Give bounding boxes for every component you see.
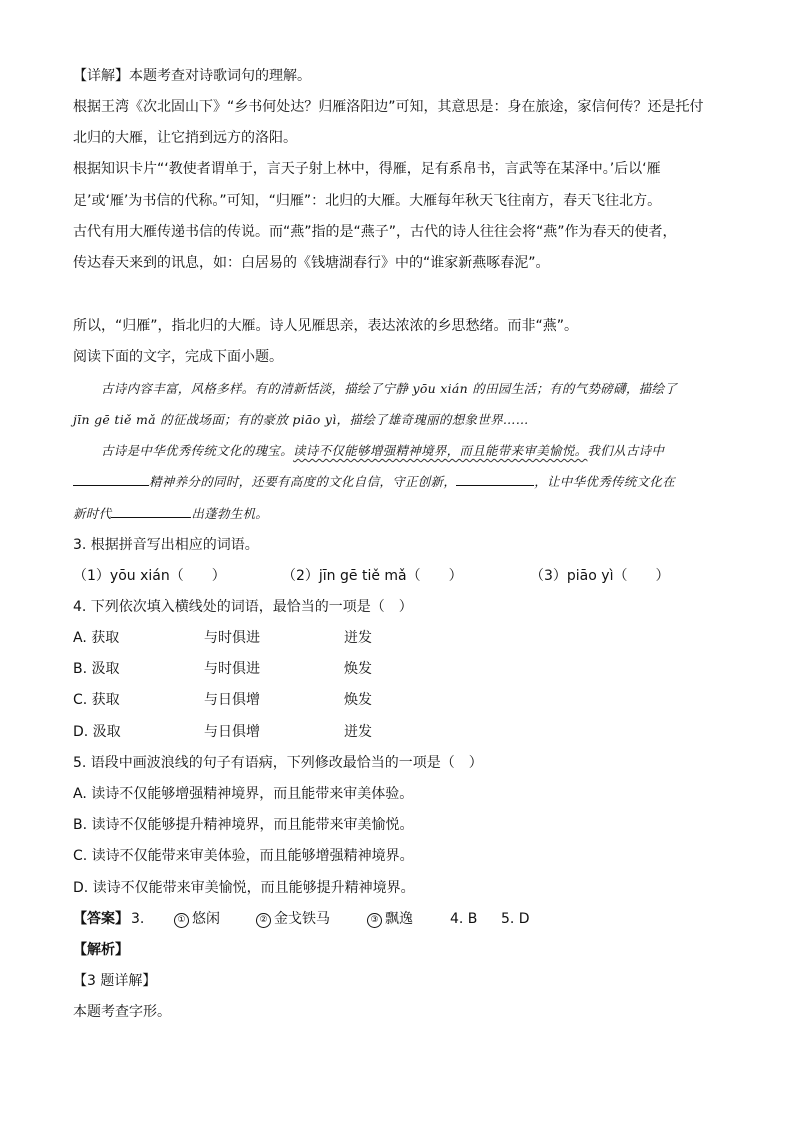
para2-text-b: 我们从古诗中 <box>587 443 665 458</box>
reading-para2-line3 <box>73 504 734 524</box>
q5-option-d: D. 读诗不仅能带来审美愉悦，而且能够提升精神境界。 <box>73 880 415 896</box>
fill-blank-2 <box>456 472 534 486</box>
para2-line3-text-a: 新时代 <box>73 506 112 521</box>
para2-line3-text-b: 出蓬勃生机。 <box>191 506 269 521</box>
q5-stem: 5. 语段中画波浪线的句子有语病，下列修改最恰当的一项是（ ） <box>73 755 483 771</box>
analysis-p2-line4: 传达春天来到的讯息，如：白居易的《钱塘湖春行》中的“谁家新燕啄春泥”。 <box>73 255 550 271</box>
answer-text-3: 飘逸 <box>385 911 413 927</box>
q4-b-word3: 焕发 <box>344 661 372 677</box>
reading-para1-line1: 古诗内容丰富，风格多样。有的清新恬淡，描绘了宁静 yōu xián 的田园生活；有的气势磅礴，描绘了 <box>101 381 678 396</box>
para2-line2-text-a: 精神养分的同时，还要有高度的文化自信，守正创新， <box>149 474 457 489</box>
answer-q5: 5. D <box>501 911 530 927</box>
q5-option-c: C. 读诗不仅能带来审美体验，而且能够增强精神境界。 <box>73 848 414 864</box>
q4-stem: 4. 下列依次填入横线处的词语，最恰当的一项是（ ） <box>73 599 413 615</box>
analysis-p3: 所以，“归雁”，指北归的大雁。诗人见雁思亲，表达浓浓的乡思愁绪。而非“燕”。 <box>73 318 579 334</box>
para2-text-a: 古诗是中华优秀传统文化的瑰宝。 <box>101 443 294 458</box>
reading-instruction: 阅读下面的文字，完成下面小题。 <box>73 349 283 365</box>
q4-b-word1: B. 汲取 <box>73 661 120 677</box>
wavy-underlined-sentence: 读诗不仅能够增强精神境界，而且能带来审美愉悦。 <box>293 443 588 458</box>
answer-item-3 <box>367 909 413 929</box>
circled-number-3: ③ <box>367 913 382 928</box>
q3-stem: 3. 根据拼音写出相应的词语。 <box>73 537 259 553</box>
q4-a-word1: A. 获取 <box>73 630 120 646</box>
q4-d-word2: 与日俱增 <box>204 724 260 740</box>
answer-label: 【答案】 <box>73 911 129 927</box>
analysis-p2-line3: 古代有用大雁传递书信的传说。而“燕”指的是“燕子”，古代的诗人往往会将“燕”作为春天的使者， <box>73 224 677 240</box>
q3-item-3: （3）piāo yì（ ） <box>530 568 670 584</box>
circled-number-1: ① <box>174 913 189 928</box>
para2-line2-text-b: ，让中华优秀传统文化在 <box>534 474 676 489</box>
q4-a-word2: 与时俱进 <box>204 630 260 646</box>
answer-text-1: 悠闲 <box>192 911 220 927</box>
reading-para1-line2: jīn gē tiě mǎ 的征战场面；有的豪放 piāo yì，描绘了雄奇瑰丽的想象世界…… <box>73 412 529 427</box>
analysis-p2-line2: 足’或‘雁’为书信的代称。”可知，“归雁”：北归的大雁。大雁每年秋天飞往南方，春天飞往北方。 <box>73 193 662 209</box>
circled-number-2: ② <box>256 913 271 928</box>
answer-q3-number: 3. <box>131 911 145 927</box>
fill-blank-3 <box>111 504 191 518</box>
q4-c-word2: 与日俱增 <box>204 692 260 708</box>
reading-para2-line2 <box>73 472 734 492</box>
q3-item-1: （1）yōu xián（ ） <box>73 568 226 584</box>
q4-b-word2: 与时俱进 <box>204 661 260 677</box>
reading-para2-line1 <box>101 441 734 461</box>
q4-d-word1: D. 汲取 <box>73 724 121 740</box>
detail3-header: 【3 题详解】 <box>73 973 157 989</box>
q4-a-word3: 迸发 <box>344 630 372 646</box>
q4-c-word1: C. 获取 <box>73 692 120 708</box>
q3-item-2: （2）jīn gē tiě mǎ（ ） <box>282 568 463 584</box>
fill-blank-1 <box>73 472 149 486</box>
q5-option-b: B. 读诗不仅能够提升精神境界，而且能带来审美愉悦。 <box>73 817 414 833</box>
analysis-p2-line1: 根据知识卡片“‘教使者谓单于，言天子射上林中，得雁，足有系帛书，言武等在某泽中。’后以‘雁 <box>73 161 661 177</box>
analysis-p1-line1: 根据王湾《次北固山下》“乡书何处达？归雁洛阳边”可知，其意思是：身在旅途，家信何传？还是托付 <box>73 99 704 115</box>
answer-text-2: 金戈铁马 <box>274 911 330 927</box>
detail3-text: 本题考查字形。 <box>73 1004 171 1020</box>
answer-q4: 4. B <box>450 911 478 927</box>
jiexi-label: 【解析】 <box>73 942 129 958</box>
analysis-p1-line2: 北归的大雁，让它捎到远方的洛阳。 <box>73 130 297 146</box>
analysis-header: 【详解】本题考查对诗歌词句的理解。 <box>73 68 311 84</box>
q4-c-word3: 焕发 <box>344 692 372 708</box>
answer-item-2 <box>256 909 330 929</box>
answer-item-1 <box>174 909 220 929</box>
q5-option-a: A. 读诗不仅能够增强精神境界，而且能带来审美体验。 <box>73 786 414 802</box>
q4-d-word3: 迸发 <box>344 724 372 740</box>
